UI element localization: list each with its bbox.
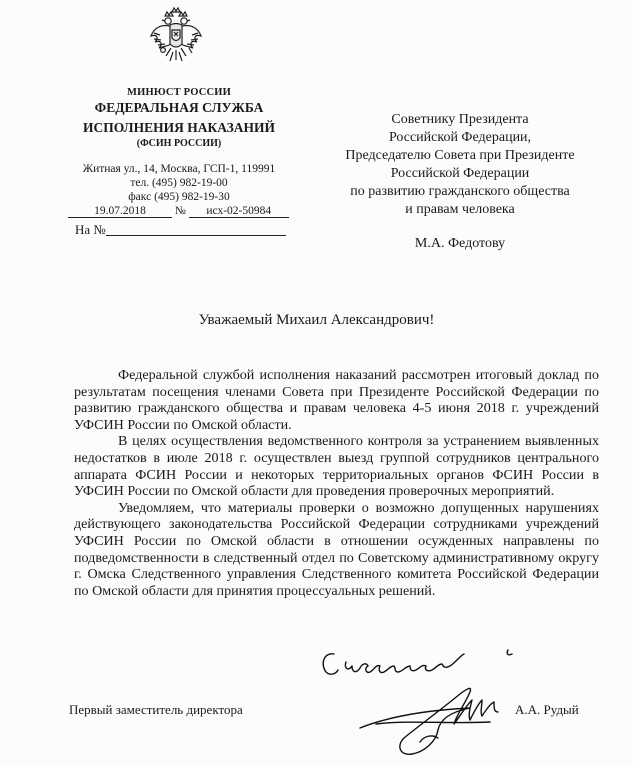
recipient-line: Председателю Совета при Президенте	[345, 148, 575, 163]
number-sign: №	[174, 205, 186, 217]
reply-to-line	[106, 235, 286, 236]
body-paragraph: В целях осуществления ведомственного контроля за устранением выявленных недостатков в июле 2018 г. осуществлен выезд группой сотрудников центрального аппарата ФСИН России и некоторых территориальных органов ФСИН России в УФСИН России по Омской области для проведения проверочных мероприятий.	[74, 433, 599, 500]
signer-position: Первый заместитель директора	[69, 702, 243, 717]
body-paragraph: Уведомляем, что материалы проверки о возможно допущенных нарушениях действующего законодательства Российской Федерации сотрудниками учреждений УФСИН России по Омской области в отношении осужденных направлены по подведомственности в следственный отдел по Советскому административному округу г. Омска Следственного управления Следственного комитета Российской Федерации по Омской области для принятия процессуальных решений.	[74, 499, 599, 599]
service-name-line2: ИСПОЛНЕНИЯ НАКАЗАНИЙ	[82, 120, 276, 135]
document-date: 19.07.2018	[68, 205, 172, 218]
state-emblem-icon	[149, 6, 203, 68]
body-paragraph: Федеральной службой исполнения наказаний рассмотрен итоговый доклад по результатам посещения членами Совета при Президенте Российской Федерации по развитию гражданского общества и правам человека 4-5 июня 2018 г. учреждений УФСИН России по Омской области.	[74, 367, 599, 433]
service-name-line1: ФЕДЕРАЛЬНАЯ СЛУЖБА	[94, 100, 264, 115]
registration-line	[68, 205, 290, 218]
ministry-name: МИНЮСТ РОССИИ	[126, 87, 232, 98]
sender-fax: факс (495) 982-19-30	[128, 191, 230, 203]
recipient-line: Российской Федерации	[390, 166, 530, 181]
sender-phone: тел. (495) 982-19-00	[130, 177, 228, 189]
recipient-name: М.А. Федотову	[414, 236, 506, 251]
recipient-line: по развитию гражданского общества	[350, 184, 570, 199]
handwritten-signature	[320, 646, 535, 758]
reply-to-label: На №	[75, 222, 106, 237]
document-number: исх-02-50984	[189, 205, 289, 218]
sender-address: Житная ул., 14, Москва, ГСП-1, 119991	[82, 163, 276, 175]
service-abbreviation: (ФСИН РОССИИ)	[136, 138, 222, 149]
letter-body	[74, 367, 599, 599]
recipient-line: Советнику Президента	[391, 112, 529, 127]
signer-name: А.А. Рудый	[515, 702, 579, 717]
greeting: Уважаемый Михаил Александрович!	[198, 312, 435, 328]
recipient-line: Российской Федерации,	[388, 130, 532, 145]
recipient-line: и правам человека	[405, 202, 515, 217]
